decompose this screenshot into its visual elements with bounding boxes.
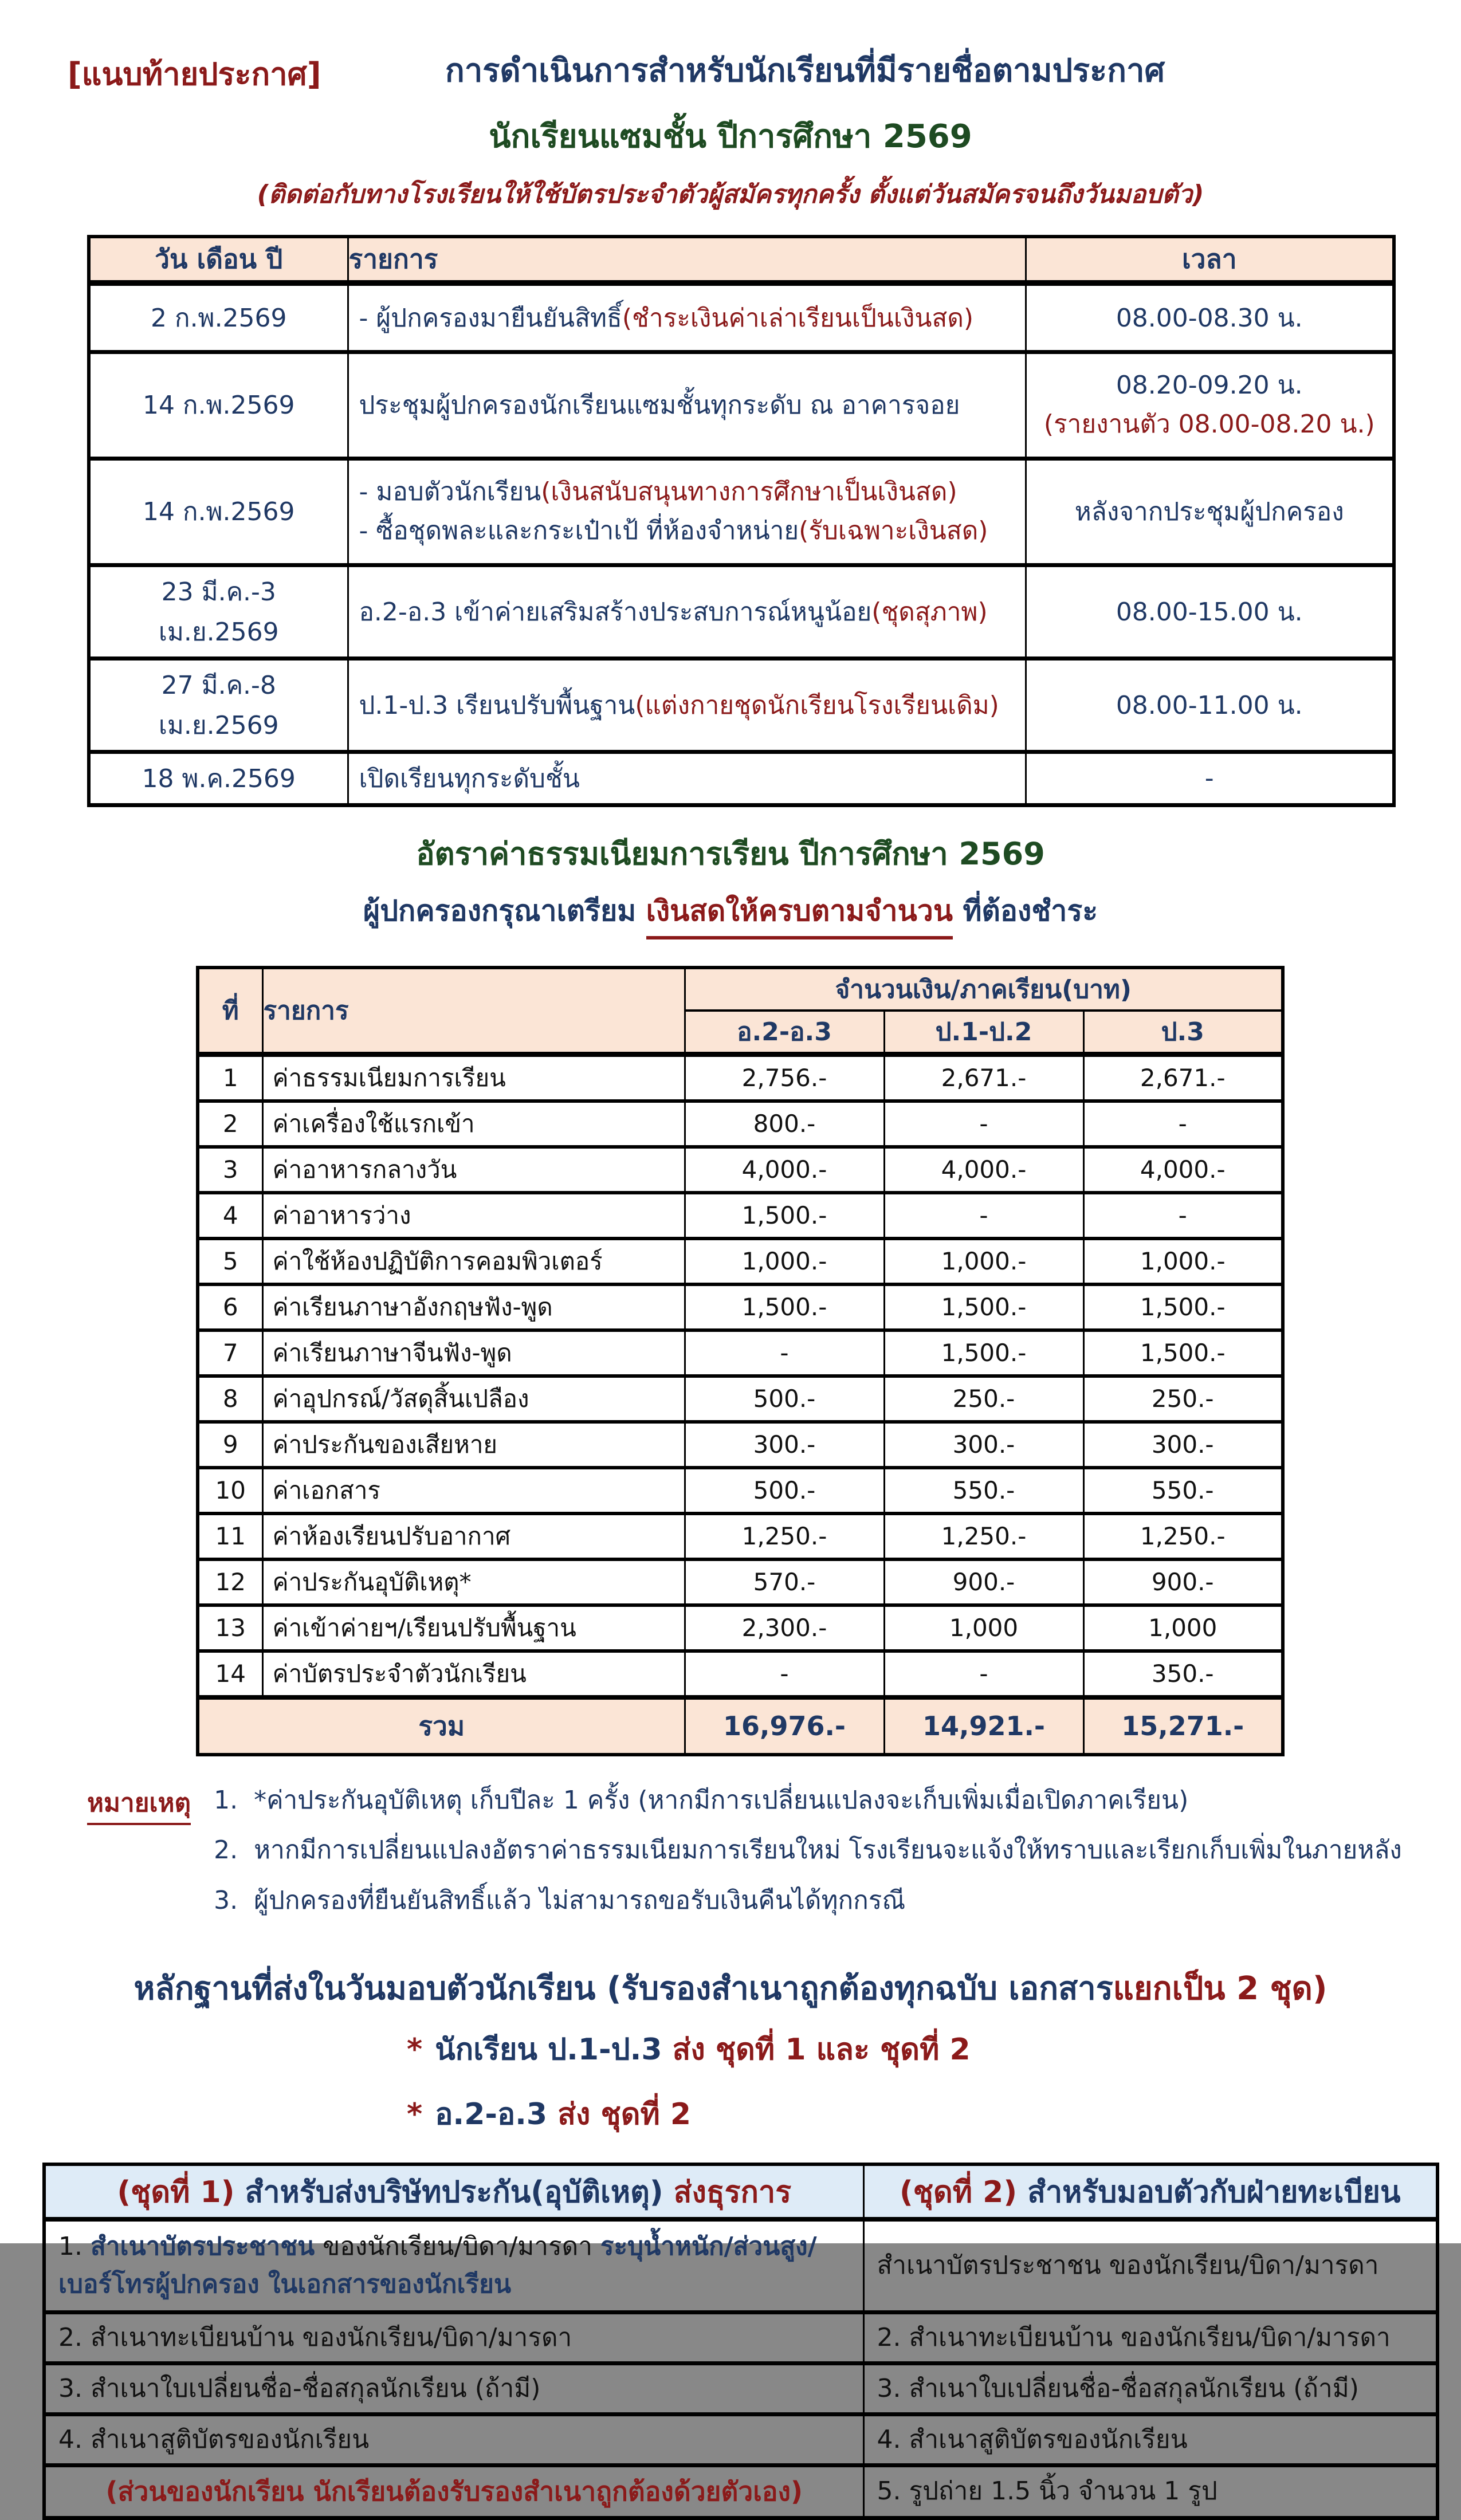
fee-amount-cell: - (884, 1101, 1083, 1147)
fee-amount-cell: - (884, 1651, 1083, 1697)
schedule-item-cell (348, 752, 1026, 805)
fee-amount-group-header: จำนวนเงิน/ภาคเรียน(บาท) (685, 968, 1283, 1011)
note-number: 1. (214, 1785, 238, 1815)
bullet-navy: นักเรียน ป.1-ป.3 (435, 2032, 662, 2067)
fee-amount-cell: 350.- (1083, 1651, 1283, 1697)
subtitle-prefix: ผู้ปกครองกรุณาเตรียม (363, 894, 646, 927)
fee-no-cell: 8 (198, 1376, 262, 1422)
page-subtitle: นักเรียนแซมชั้น ปีการศึกษา 2569 (489, 118, 972, 155)
docs-cell-left: 3. สำเนาใบเปลี่ยนชื่อ-ชื่อสกุลนักเรียน (ถ้ามี) (44, 2363, 863, 2414)
announcement-tag: [แนบท้ายประกาศ] (68, 56, 321, 92)
fee-item-cell: ค่าอุปกรณ์/วัสดุสิ้นเปลือง (262, 1376, 685, 1422)
fee-no-cell: 6 (198, 1284, 262, 1330)
fee-item-cell: ค่าใช้ห้องปฏิบัติการคอมพิวเตอร์ (262, 1239, 685, 1284)
fee-total-label: รวม (198, 1697, 685, 1755)
fee-amount-cell: 2,756.- (685, 1054, 884, 1101)
fee-item-cell: ค่าอาหารกลางวัน (262, 1147, 685, 1193)
fee-amount-cell: 1,250.- (685, 1513, 884, 1559)
fee-amount-cell: 1,000.- (884, 1239, 1083, 1284)
item-line (359, 473, 1015, 512)
doc-number: 1. (58, 2232, 91, 2262)
fee-no-cell: 12 (198, 1559, 262, 1605)
fee-amount-cell: 2,300.- (685, 1605, 884, 1651)
fee-col-a-header: อ.2-อ.3 (685, 1011, 884, 1055)
evidence-bullet (407, 2090, 1461, 2137)
doc-term-bold: สำเนาบัตรประชาชน (90, 2232, 315, 2262)
schedule-time-cell (1026, 352, 1394, 458)
time-note-red: (รายงานตัว 08.00-08.20 น.) (1043, 410, 1375, 439)
schedule-item-cell (348, 658, 1026, 752)
fee-row (198, 1101, 1283, 1147)
fee-row (198, 1422, 1283, 1468)
fee-amount-cell: 300.- (884, 1422, 1083, 1468)
docs-cell-right: 2. สำเนาทะเบียนบ้าน ของนักเรียน/บิดา/มารดา (863, 2312, 1438, 2363)
fee-item-header: รายการ (262, 968, 685, 1055)
docs-cell-right: 4. สำเนาสูติบัตรของนักเรียน (863, 2414, 1438, 2465)
fee-item-cell: ค่าประกันอุบัติเหตุ* (262, 1559, 685, 1605)
fee-amount-cell: 250.- (884, 1376, 1083, 1422)
docs-header-right (863, 2164, 1438, 2219)
fee-row (198, 1605, 1283, 1651)
fee-row (198, 1376, 1283, 1422)
schedule-row (89, 752, 1394, 805)
schedule-date-cell: 23 มี.ค.-3 เม.ย.2569 (89, 565, 348, 658)
item-text: - มอบตัวนักเรียน (359, 477, 541, 506)
set2-title: สำหรับมอบตัวกับฝ่ายทะเบียน (1027, 2175, 1401, 2210)
fee-amount-cell: 1,500.- (884, 1284, 1083, 1330)
fee-total-c: 15,271.- (1083, 1697, 1283, 1755)
fee-item-cell: ค่าธรรมเนียมการเรียน (262, 1054, 685, 1101)
fee-row (198, 1147, 1283, 1193)
fee-amount-cell: - (1083, 1101, 1283, 1147)
document-header (0, 0, 1461, 214)
fee-amount-cell: 4,000.- (685, 1147, 884, 1193)
set1-suffix: ส่งธุรการ (673, 2175, 792, 2210)
fee-amount-cell: 500.- (685, 1468, 884, 1513)
note-item (214, 1833, 1402, 1868)
schedule-time-cell: 08.00-11.00 น. (1026, 658, 1394, 752)
fee-amount-cell: - (884, 1193, 1083, 1239)
note-items (214, 1783, 1402, 1933)
fee-amount-cell: 1,250.- (1083, 1513, 1283, 1559)
fee-amount-cell: - (685, 1651, 884, 1697)
schedule-time-cell: - (1026, 752, 1394, 805)
fee-row (198, 1651, 1283, 1697)
time-text: 08.20-09.20 น. (1116, 370, 1303, 400)
fee-section-title: อัตราค่าธรรมเนียมการเรียน ปีการศึกษา 2569 (416, 835, 1045, 872)
note-number: 3. (214, 1885, 238, 1915)
fee-row (198, 1330, 1283, 1376)
docs-row (44, 2465, 1438, 2518)
evidence-title-navy: หลักฐานที่ส่งในวันมอบตัวนักเรียน (รับรองสำเนาถูกต้องทุกฉบับ เอกสาร (133, 1970, 1113, 2008)
set1-label: (ชุดที่ 1) (117, 2175, 235, 2210)
doc-requirement-bold: ระบุน้ำหนัก/ส่วนสูง/เบอร์โทรผู้ปกครอง ในเอกสารของนักเรียน (58, 2232, 817, 2299)
evidence-section (0, 1968, 1461, 2137)
fee-row (198, 1054, 1283, 1101)
docs-cell-right: 3. สำเนาใบเปลี่ยนชื่อ-ชื่อสกุลนักเรียน (ถ้ามี) (863, 2363, 1438, 2414)
set1-title: สำหรับส่งบริษัทประกัน(อุบัติเหตุ) (245, 2175, 663, 2210)
item-text: ประชุมผู้ปกครองนักเรียนแซมชั้นทุกระดับ ณ อาคารจอย (359, 391, 960, 420)
docs-cell-left: 2. สำเนาทะเบียนบ้าน ของนักเรียน/บิดา/มารดา (44, 2312, 863, 2363)
schedule-date-cell: 14 ก.พ.2569 (89, 352, 348, 458)
fee-row (198, 1239, 1283, 1284)
schedule-time-cell: 08.00-08.30 น. (1026, 283, 1394, 352)
docs-cell-left: 4. สำเนาสูติบัตรของนักเรียน (44, 2414, 863, 2465)
fee-item-cell: ค่าเข้าค่ายฯ/เรียนปรับพื้นฐาน (262, 1605, 685, 1651)
fee-row (198, 1193, 1283, 1239)
evidence-bullets (407, 2025, 1461, 2137)
fee-row (198, 1559, 1283, 1605)
fee-item-cell: ค่าเอกสาร (262, 1468, 685, 1513)
fee-total-row (198, 1697, 1283, 1755)
fee-item-cell: ค่าอาหารว่าง (262, 1193, 685, 1239)
schedule-date-cell: 14 ก.พ.2569 (89, 458, 348, 565)
asterisk-marker: * (407, 2097, 423, 2132)
docs-row (44, 2312, 1438, 2363)
fee-no-cell: 9 (198, 1422, 262, 1468)
docs-cell-left-note: (ส่วนของนักเรียน นักเรียนต้องรับรองสำเนาถูกต้องด้วยตัวเอง) (44, 2465, 863, 2518)
fee-no-cell: 5 (198, 1239, 262, 1284)
fee-amount-cell: 900.- (1083, 1559, 1283, 1605)
documents-table (42, 2163, 1439, 2520)
fee-section-subtitle (0, 889, 1461, 939)
fee-no-cell: 7 (198, 1330, 262, 1376)
notes-label: หมายเหตุ (87, 1783, 191, 1825)
fee-header-row-1 (198, 968, 1283, 1011)
schedule-table (87, 235, 1396, 807)
item-text: - ผู้ปกครองมายืนยันสิทธิ์ (359, 303, 622, 333)
fee-row (198, 1284, 1283, 1330)
fee-no-cell: 13 (198, 1605, 262, 1651)
schedule-item-cell (348, 458, 1026, 565)
docs-row (44, 2414, 1438, 2465)
doc-text: ของนักเรียน/บิดา/มารดา (315, 2232, 600, 2262)
schedule-item-header: รายการ (348, 237, 1026, 283)
set2-label: (ชุดที่ 2) (899, 2175, 1018, 2210)
fee-amount-cell: 550.- (1083, 1468, 1283, 1513)
schedule-row (89, 283, 1394, 352)
fee-item-cell: ค่าบัตรประจำตัวนักเรียน (262, 1651, 685, 1697)
schedule-time-cell: 08.00-15.00 น. (1026, 565, 1394, 658)
fee-amount-cell: 2,671.- (1083, 1054, 1283, 1101)
item-note-red: (รับเฉพาะเงินสด) (799, 516, 988, 545)
fee-no-cell: 10 (198, 1468, 262, 1513)
item-line (359, 512, 1015, 551)
fee-item-cell: ค่าเครื่องใช้แรกเข้า (262, 1101, 685, 1147)
schedule-item-cell (348, 352, 1026, 458)
contact-note: (ติดต่อกับทางโรงเรียนให้ใช้บัตรประจำตัวผู้สมัครทุกครั้ง ตั้งแต่วันสมัครจนถึงวันมอบตัว) (257, 180, 1204, 209)
asterisk-marker: * (407, 2032, 423, 2067)
item-text: เปิดเรียนทุกระดับชั้น (359, 764, 580, 793)
fee-amount-cell: 1,250.- (884, 1513, 1083, 1559)
schedule-row (89, 352, 1394, 458)
note-number: 2. (214, 1835, 238, 1865)
notes-row (87, 1783, 1461, 1933)
schedule-time-cell: หลังจากประชุมผู้ปกครอง (1026, 458, 1394, 565)
evidence-title (0, 1968, 1461, 2010)
bullet-red: ส่ง ชุดที่ 1 และ ชุดที่ 2 (672, 2032, 971, 2067)
docs-cell-right: สำเนาบัตรประชาชน ของนักเรียน/บิดา/มารดา (863, 2219, 1438, 2312)
schedule-row (89, 658, 1394, 752)
fee-total-a: 16,976.- (685, 1697, 884, 1755)
note-item (214, 1883, 1402, 1918)
schedule-date-cell: 18 พ.ค.2569 (89, 752, 348, 805)
docs-header-row (44, 2164, 1438, 2219)
fee-amount-cell: - (685, 1330, 884, 1376)
bullet-red: ส่ง ชุดที่ 2 (557, 2097, 692, 2132)
fee-amount-cell: 570.- (685, 1559, 884, 1605)
schedule-date-cell: 2 ก.พ.2569 (89, 283, 348, 352)
schedule-date-header: วัน เดือน ปี (89, 237, 348, 283)
fee-amount-cell: 1,500.- (1083, 1330, 1283, 1376)
item-note-red: (แต่งกายชุดนักเรียนโรงเรียนเดิม) (635, 690, 999, 720)
notes-section (87, 1783, 1461, 1933)
fee-item-cell: ค่าห้องเรียนปรับอากาศ (262, 1513, 685, 1559)
fee-amount-cell: 1,500.- (685, 1284, 884, 1330)
note-text: *ค่าประกันอุบัติเหตุ เก็บปีละ 1 ครั้ง (หากมีการเปลี่ยนแปลงจะเก็บเพิ่มเมื่อเปิดภาคเรียน) (254, 1785, 1189, 1815)
fee-no-header: ที่ (198, 968, 262, 1055)
schedule-date-cell: 27 มี.ค.-8 เม.ย.2569 (89, 658, 348, 752)
fee-amount-cell: 1,500.- (884, 1330, 1083, 1376)
schedule-item-cell (348, 283, 1026, 352)
fee-amount-cell: 800.- (685, 1101, 884, 1147)
fee-amount-cell: 550.- (884, 1468, 1083, 1513)
item-text: - ซื้อชุดพละและกระเป๋าเป้ ที่ห้องจำหน่าย (359, 516, 799, 545)
schedule-item-cell (348, 565, 1026, 658)
schedule-time-header: เวลา (1026, 237, 1394, 283)
cash-emphasis: เงินสดให้ครบตามจำนวน (646, 889, 953, 939)
fee-amount-cell: 4,000.- (1083, 1147, 1283, 1193)
docs-row (44, 2363, 1438, 2414)
fee-amount-cell: 2,671.- (884, 1054, 1083, 1101)
fee-amount-cell: 4,000.- (884, 1147, 1083, 1193)
fee-amount-cell: 1,000 (884, 1605, 1083, 1651)
docs-cell-left (44, 2219, 863, 2312)
fee-total-b: 14,921.- (884, 1697, 1083, 1755)
fee-item-cell: ค่าประกันของเสียหาย (262, 1422, 685, 1468)
item-note-red: (เงินสนับสนุนทางการศึกษาเป็นเงินสด) (541, 477, 957, 506)
note-text: หากมีการเปลี่ยนแปลงอัตราค่าธรรมเนียมการเรียนใหม่ โรงเรียนจะแจ้งให้ทราบและเรียกเก็บเพิ่มในภายหลัง (254, 1835, 1402, 1865)
schedule-row (89, 565, 1394, 658)
fee-amount-cell: 1,000.- (685, 1239, 884, 1284)
item-text: ป.1-ป.3 เรียนปรับพื้นฐาน (359, 690, 635, 720)
fee-amount-cell: 1,000 (1083, 1605, 1283, 1651)
fee-no-cell: 1 (198, 1054, 262, 1101)
fee-amount-cell: 1,000.- (1083, 1239, 1283, 1284)
fee-item-cell: ค่าเรียนภาษาอังกฤษฟัง-พูด (262, 1284, 685, 1330)
evidence-bullet (407, 2025, 1461, 2073)
fee-table (196, 966, 1285, 1756)
docs-row (44, 2219, 1438, 2312)
note-item (214, 1783, 1402, 1818)
fee-no-cell: 4 (198, 1193, 262, 1239)
fee-amount-cell: - (1083, 1193, 1283, 1239)
fee-item-cell: ค่าเรียนภาษาจีนฟัง-พูด (262, 1330, 685, 1376)
item-note-red: (ชุดสุภาพ) (871, 597, 988, 627)
fee-amount-cell: 300.- (1083, 1422, 1283, 1468)
subtitle-suffix: ที่ต้องชำระ (953, 894, 1098, 927)
fee-amount-cell: 500.- (685, 1376, 884, 1422)
item-note-red: (ชำระเงินค่าเล่าเรียนเป็นเงินสด) (622, 303, 974, 333)
fee-no-cell: 2 (198, 1101, 262, 1147)
note-text: ผู้ปกครองที่ยืนยันสิทธิ์แล้ว ไม่สามารถขอรับเงินคืนได้ทุกกรณี (254, 1885, 906, 1915)
docs-cell-right: 5. รูปถ่าย 1.5 นิ้ว จำนวน 1 รูป (863, 2465, 1438, 2518)
fee-no-cell: 3 (198, 1147, 262, 1193)
fee-col-b-header: ป.1-ป.2 (884, 1011, 1083, 1055)
fee-no-cell: 11 (198, 1513, 262, 1559)
fee-row (198, 1468, 1283, 1513)
fee-amount-cell: 1,500.- (1083, 1284, 1283, 1330)
bullet-navy: อ.2-อ.3 (435, 2097, 548, 2132)
fee-amount-cell: 300.- (685, 1422, 884, 1468)
fee-amount-cell: 250.- (1083, 1376, 1283, 1422)
fee-row (198, 1513, 1283, 1559)
item-text: อ.2-อ.3 เข้าค่ายเสริมสร้างประสบการณ์หนูน้อย (359, 597, 872, 627)
schedule-header-row (89, 237, 1394, 283)
docs-header-left (44, 2164, 863, 2219)
fee-amount-cell: 1,500.- (685, 1193, 884, 1239)
schedule-row (89, 458, 1394, 565)
page-title: การดำเนินการสำหรับนักเรียนที่มีรายชื่อตามประกาศ (445, 52, 1165, 89)
fee-no-cell: 14 (198, 1651, 262, 1697)
evidence-title-red: แยกเป็น 2 ชุด) (1113, 1970, 1328, 2008)
fee-amount-cell: 900.- (884, 1559, 1083, 1605)
fee-col-c-header: ป.3 (1083, 1011, 1283, 1055)
